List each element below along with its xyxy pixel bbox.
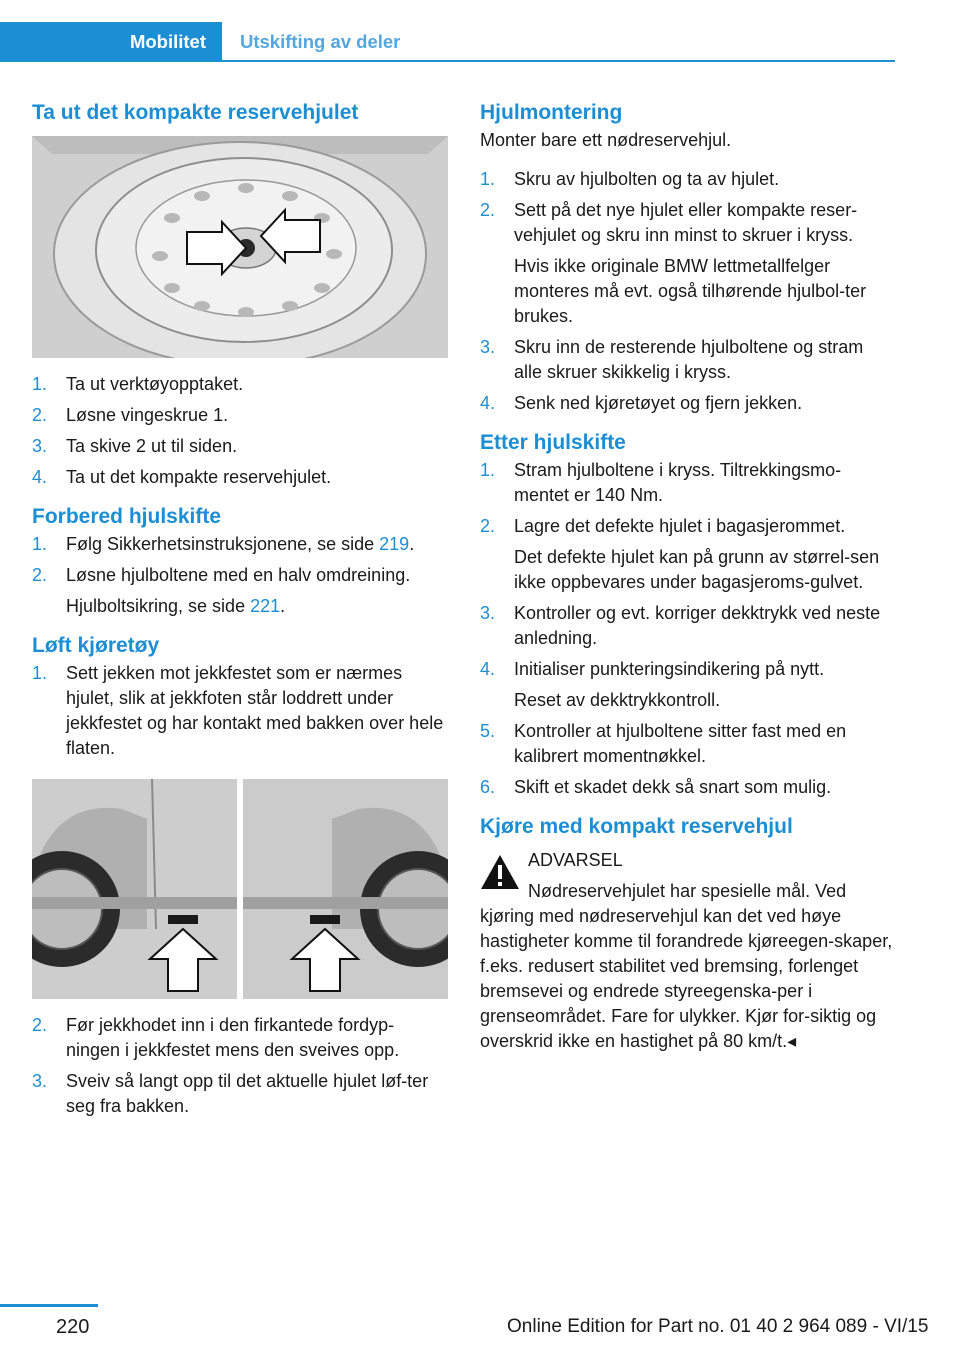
list-item: 3. Ta skive 2 ut til siden.: [32, 436, 238, 456]
list-item: 4. Ta ut det kompakte reservehjulet.: [32, 467, 332, 487]
list-item: 2. Løsne hjulboltene med en halv omdreining. Hjulboltsikring, se side 221.: [32, 565, 411, 616]
list-item: 1. Ta ut verktøyopptaket.: [32, 374, 244, 394]
lift-steps-b: [32, 1013, 448, 1119]
warning-block: [480, 848, 896, 1054]
warning-body: kjøring med nødreservehjul kan det ved høye hastigheter komme til forandrede kjøreegen-skaper, f.eks. redusert stabilitet ved bremsing, forlenget bremsevei og endrede styreegenska-per i grenseområdet. Fare for ulykker. Kjør for-siktig og overskrid ikke en hastighet på 80 km/t.◂: [480, 906, 893, 1051]
spare-wheel-figure: [32, 136, 448, 358]
warning-lead: Nødreservehjulet har spesielle mål. Ved: [528, 881, 847, 901]
list-item: 3. Kontroller og evt. korriger dekktrykk ved neste anledning.: [480, 603, 881, 648]
footer-rule: [0, 1304, 98, 1307]
jack-points-figure: [32, 779, 448, 999]
after-change-steps: [480, 458, 896, 800]
list-item: 2. Før jekkhodet inn i den firkantede fordyp-ningen i jekkfestet mens den sveives opp.: [32, 1015, 400, 1060]
list-item: 4. Initialiser punkteringsindikering på nytt. Reset av dekktrykkontroll.: [480, 659, 825, 710]
list-item: 1. Stram hjulboltene i kryss. Tiltrekkingsmo-mentet er 140 Nm.: [480, 460, 842, 505]
list-item: 5. Kontroller at hjulboltene sitter fast med en kalibrert momentnøkkel.: [480, 721, 847, 766]
heading-compact-spare-driving: Kjøre med kompakt reservehjul: [480, 815, 793, 838]
list-item: 3. Skru inn de resterende hjulboltene og stram alle skruer skikkelig i kryss.: [480, 337, 864, 382]
page-number: 220: [56, 1316, 90, 1338]
spare-wheel-illustration: [32, 136, 448, 358]
heading-mounting: Hjulmontering: [480, 101, 623, 124]
right-column: [480, 98, 896, 1054]
warning-triangle-icon: [480, 854, 520, 897]
jack-points-illustration: [32, 779, 448, 999]
page-header: [0, 22, 895, 62]
mounting-intro: Monter bare ett nødreservehjul.: [480, 130, 732, 150]
list-item: 1. Skru av hjulbolten og ta av hjulet.: [480, 169, 780, 189]
section-tab: Mobilitet: [0, 22, 222, 62]
list-item: 1. Følg Sikkerhetsinstruksjonene, se side 219.: [32, 534, 415, 554]
heading-remove-spare: Ta ut det kompakte reservehjulet: [32, 101, 359, 124]
heading-lift-vehicle: Løft kjøretøy: [32, 634, 160, 657]
heading-prepare: Forbered hjulskifte: [32, 505, 222, 528]
list-item: 4. Senk ned kjøretøyet og fjern jekken.: [480, 393, 803, 413]
page-link-221[interactable]: 221: [250, 596, 281, 616]
warning-title: ADVARSEL: [528, 850, 623, 870]
page-link-219[interactable]: 219: [379, 534, 410, 554]
prepare-steps: [32, 532, 448, 619]
remove-spare-steps: [32, 372, 448, 490]
heading-after-change: Etter hjulskifte: [480, 431, 626, 454]
list-item: 2. Løsne vingeskrue 1.: [32, 405, 229, 425]
header-rule: [222, 60, 895, 62]
mounting-steps: [480, 167, 896, 416]
list-item: 1. Sett jekken mot jekkfestet som er nærmes hjulet, slik at jekkfoten står loddrett under jekkfestet og har kontakt med bakken over hele flaten.: [32, 663, 444, 758]
lift-steps-a: [32, 661, 448, 761]
edition-note: Online Edition for Part no. 01 40 2 964 089 - VI/15: [507, 1316, 929, 1337]
chapter-tab: Utskifting av deler: [240, 31, 401, 52]
left-column: [32, 98, 448, 1125]
list-item: 2. Sett på det nye hjulet eller kompakte reser-vehjulet og skru inn minst to skruer i kryss. Hvis ikke originale BMW lettmetallfelger monteres må evt. også tilhørende hjulbol-ter brukes.: [480, 200, 867, 326]
list-item: 6. Skift et skadet dekk så snart som mulig.: [480, 777, 832, 797]
list-item: 3. Sveiv så langt opp til det aktuelle hjulet løf-ter seg fra bakken.: [32, 1071, 429, 1116]
list-item: 2. Lagre det defekte hjulet i bagasjerommet. Det defekte hjulet kan på grunn av størrel-sen ikke oppbevares under bagasjeroms-gulvet.: [480, 516, 880, 592]
